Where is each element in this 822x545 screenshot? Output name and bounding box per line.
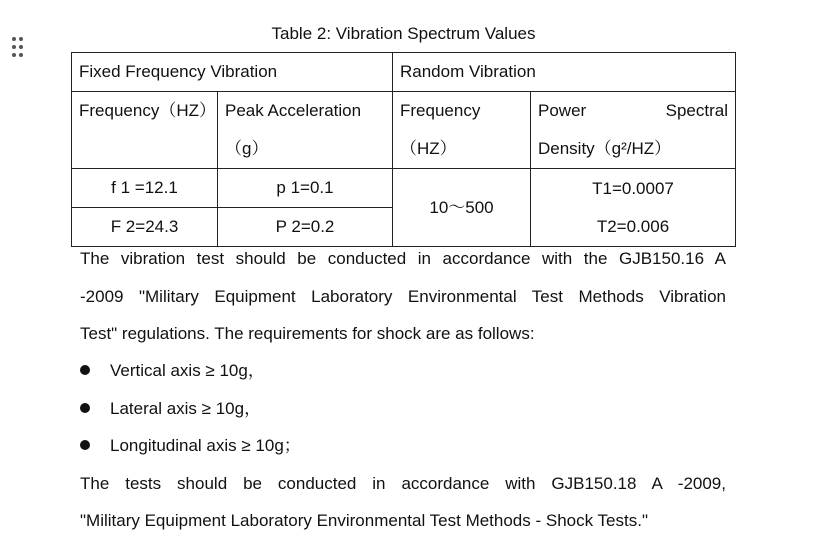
table-caption: Table 2: Vibration Spectrum Values [271, 24, 536, 43]
peak-acceleration-header [218, 92, 393, 169]
vibration-spectrum-table [71, 52, 736, 247]
random-frequency-header [393, 92, 531, 169]
bullet-icon [80, 440, 90, 450]
fixed-frequency-header: Fixed Frequency Vibration [72, 53, 393, 92]
random-frequency-unit: （HZ） [400, 139, 457, 158]
psd-word-spectral: Spectral [665, 101, 728, 120]
acceleration-value: P 2=0.2 [218, 208, 393, 247]
psd-header [531, 92, 736, 169]
frequency-hz-label: Frequency（HZ） [79, 101, 216, 120]
paragraph-line: "Military Equipment Laboratory Environmental Test Methods - Shock Tests." [80, 511, 648, 530]
psd-value: T1=0.0007 [592, 178, 674, 198]
table-row [72, 169, 736, 208]
random-frequency-label: Frequency [400, 101, 481, 120]
list-item: Longitudinal axis ≥ 10g； [80, 427, 301, 465]
random-frequency-range: 10～500 [393, 169, 531, 247]
list-item: Vertical axis ≥ 10g， [80, 352, 265, 390]
bullet-icon [80, 365, 90, 375]
paragraph-line: The vibration test should be conducted in accordance with the GJB150.16 A [80, 249, 726, 268]
list-item: Lateral axis ≥ 10g， [80, 390, 261, 428]
drag-handle-icon[interactable] [10, 37, 26, 61]
peak-acceleration-unit: （g） [225, 139, 269, 158]
psd-value: T2=0.006 [596, 216, 670, 236]
frequency-value: F 2=24.3 [72, 208, 218, 247]
table-subheader-row [72, 92, 736, 169]
table-header-row [72, 53, 736, 92]
bullet-icon [80, 403, 90, 413]
acceleration-value: p 1=0.1 [218, 169, 393, 208]
psd-line1 [538, 92, 728, 130]
frequency-value: f 1 =12.1 [72, 169, 218, 208]
psd-word-power: Power [538, 101, 587, 120]
peak-acceleration-line1: Peak Acceleration [225, 101, 362, 120]
paragraph-line: The tests should be conducted in accordance with GJB150.18 A -2009, [80, 474, 726, 493]
psd-line2: Density（g²/HZ） [538, 139, 672, 158]
psd-values [531, 169, 736, 247]
paragraph-line: Test" regulations. The requirements for shock are as follows: [80, 324, 535, 343]
paragraph-line: -2009 "Military Equipment Laboratory Environmental Test Methods Vibration [80, 287, 726, 306]
frequency-hz-header [72, 92, 218, 169]
random-vibration-header: Random Vibration [393, 53, 736, 92]
